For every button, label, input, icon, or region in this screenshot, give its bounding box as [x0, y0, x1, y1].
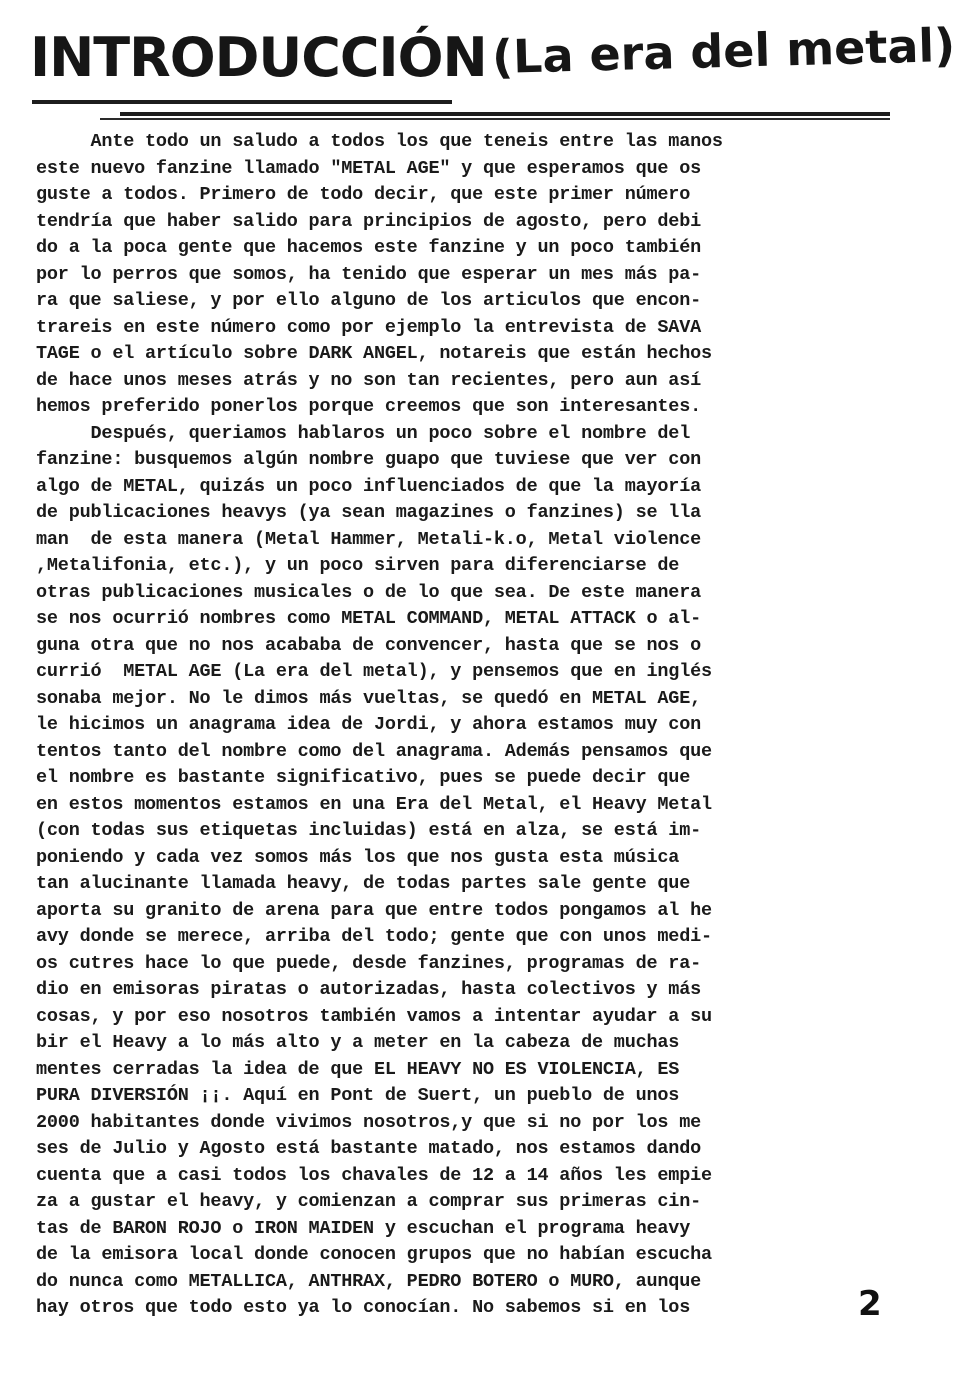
- text-line: se nos ocurrió nombres como METAL COMMAND, METAL ATTACK o al-: [36, 608, 702, 629]
- text-line: guste a todos. Primero de todo decir, que este primer número: [36, 184, 691, 205]
- text-line: cosas, y por eso nosotros también vamos a intentar ayudar a su: [36, 1005, 712, 1027]
- text-line: os cutres hace lo que puede, desde fanzines, programas de ra-: [36, 952, 702, 974]
- text-line: Después, queriamos hablaros un poco sobre el nombre del: [36, 422, 691, 444]
- text-line: sonaba mejor. No le dimos más vueltas, se quedó en METAL AGE,: [36, 687, 702, 709]
- text-line: poniendo y cada vez somos más los que nos gusta esta música: [36, 846, 680, 868]
- text-line: en estos momentos estamos en una Era del Metal, el Heavy Metal: [36, 793, 712, 815]
- text-line: (con todas sus etiquetas incluidas) está en alza, se está im-: [36, 820, 702, 841]
- divider-rule: [120, 112, 890, 116]
- page-number: 2: [858, 1284, 882, 1324]
- text-line: fanzine: busquemos algún nombre guapo que tuviese que ver con: [36, 449, 702, 470]
- page-heading: [30, 17, 956, 100]
- text-line: mentes cerradas la idea de que EL HEAVY NO ES VIOLENCIA, ES: [36, 1058, 680, 1080]
- text-line: ses de Julio y Agosto está bastante matado, nos estamos dando: [36, 1138, 702, 1159]
- text-line: este nuevo fanzine llamado "METAL AGE" y que esperamos que os: [36, 157, 702, 179]
- text-line: el nombre es bastante significativo, pues se puede decir que: [36, 767, 691, 788]
- text-line: avy donde se merece, arriba del todo; gente que con unos medi-: [36, 926, 712, 947]
- text-line: bir el Heavy a lo más alto y a meter en la cabeza de muchas: [36, 1032, 680, 1053]
- text-line: de la emisora local donde conocen grupos que no habían escucha: [36, 1244, 712, 1265]
- text-line: currió METAL AGE (La era del metal), y pensemos que en inglés: [36, 661, 712, 682]
- text-line: do nunca como METALLICA, ANTHRAX, PEDRO BOTERO o MURO, aunque: [36, 1270, 702, 1292]
- text-line: trareis en este número como por ejemplo la entrevista de SAVA: [36, 316, 702, 338]
- text-line: guna otra que no nos acababa de convencer, hasta que se nos o: [36, 634, 702, 656]
- text-line: aporta su granito de arena para que entre todos pongamos al he: [36, 899, 712, 921]
- text-line: de publicaciones heavys (ya sean magazines o fanzines) se lla: [36, 502, 702, 523]
- text-line: 2000 habitantes donde vivimos nosotros,y que si no por los me: [36, 1111, 702, 1133]
- divider-rule-thin: [100, 118, 890, 120]
- text-line: ra que saliese, y por ello alguno de los articulos que encon-: [36, 290, 702, 311]
- text-line: tendría que haber salido para principios de agosto, pero debi: [36, 210, 702, 232]
- title-underline: [32, 100, 452, 104]
- text-line: Ante todo un saludo a todos los que teneis entre las manos: [36, 131, 723, 152]
- text-line: tentos tanto del nombre como del anagrama. Además pensamos que: [36, 740, 712, 762]
- text-line: PURA DIVERSIÓN ¡¡. Aquí en Pont de Suert, un pueblo de unos: [36, 1085, 680, 1106]
- text-line: le hicimos un anagrama idea de Jordi, y ahora estamos muy con: [36, 714, 702, 735]
- text-line: za a gustar el heavy, y comienzan a comprar sus primeras cin-: [36, 1191, 702, 1212]
- text-line: por lo perros que somos, ha tenido que esperar un mes más pa-: [36, 263, 702, 285]
- text-line: algo de METAL, quizás un poco influenciados de que la mayoría: [36, 475, 702, 497]
- page-subtitle: (La era del metal): [491, 17, 956, 85]
- text-line: tan alucinante llamada heavy, de todas partes sale gente que: [36, 873, 691, 894]
- text-line: ,Metalifonia, etc.), y un poco sirven para diferenciarse de: [36, 555, 680, 576]
- text-line: tas de BARON ROJO o IRON MAIDEN y escuchan el programa heavy: [36, 1217, 691, 1239]
- text-line: de hace unos meses atrás y no son tan recientes, pero aun así: [36, 369, 702, 391]
- text-line: man de esta manera (Metal Hammer, Metali-k.o, Metal violence: [36, 528, 702, 550]
- text-line: dio en emisoras piratas o autorizadas, hasta colectivos y más: [36, 979, 702, 1000]
- text-line: otras publicaciones musicales o de lo que sea. De este manera: [36, 581, 702, 603]
- page-title: INTRODUCCIÓN: [30, 26, 487, 89]
- text-line: cuenta que a casi todos los chavales de 12 a 14 años les empie: [36, 1164, 712, 1186]
- text-line: do a la poca gente que hacemos este fanzine y un poco también: [36, 237, 702, 258]
- text-line: hemos preferido ponerlos porque creemos que son interesantes.: [36, 396, 702, 417]
- text-line: hay otros que todo esto ya lo conocían. No sabemos si en los: [36, 1297, 691, 1318]
- text-line: TAGE o el artículo sobre DARK ANGEL, notareis que están hechos: [36, 343, 712, 364]
